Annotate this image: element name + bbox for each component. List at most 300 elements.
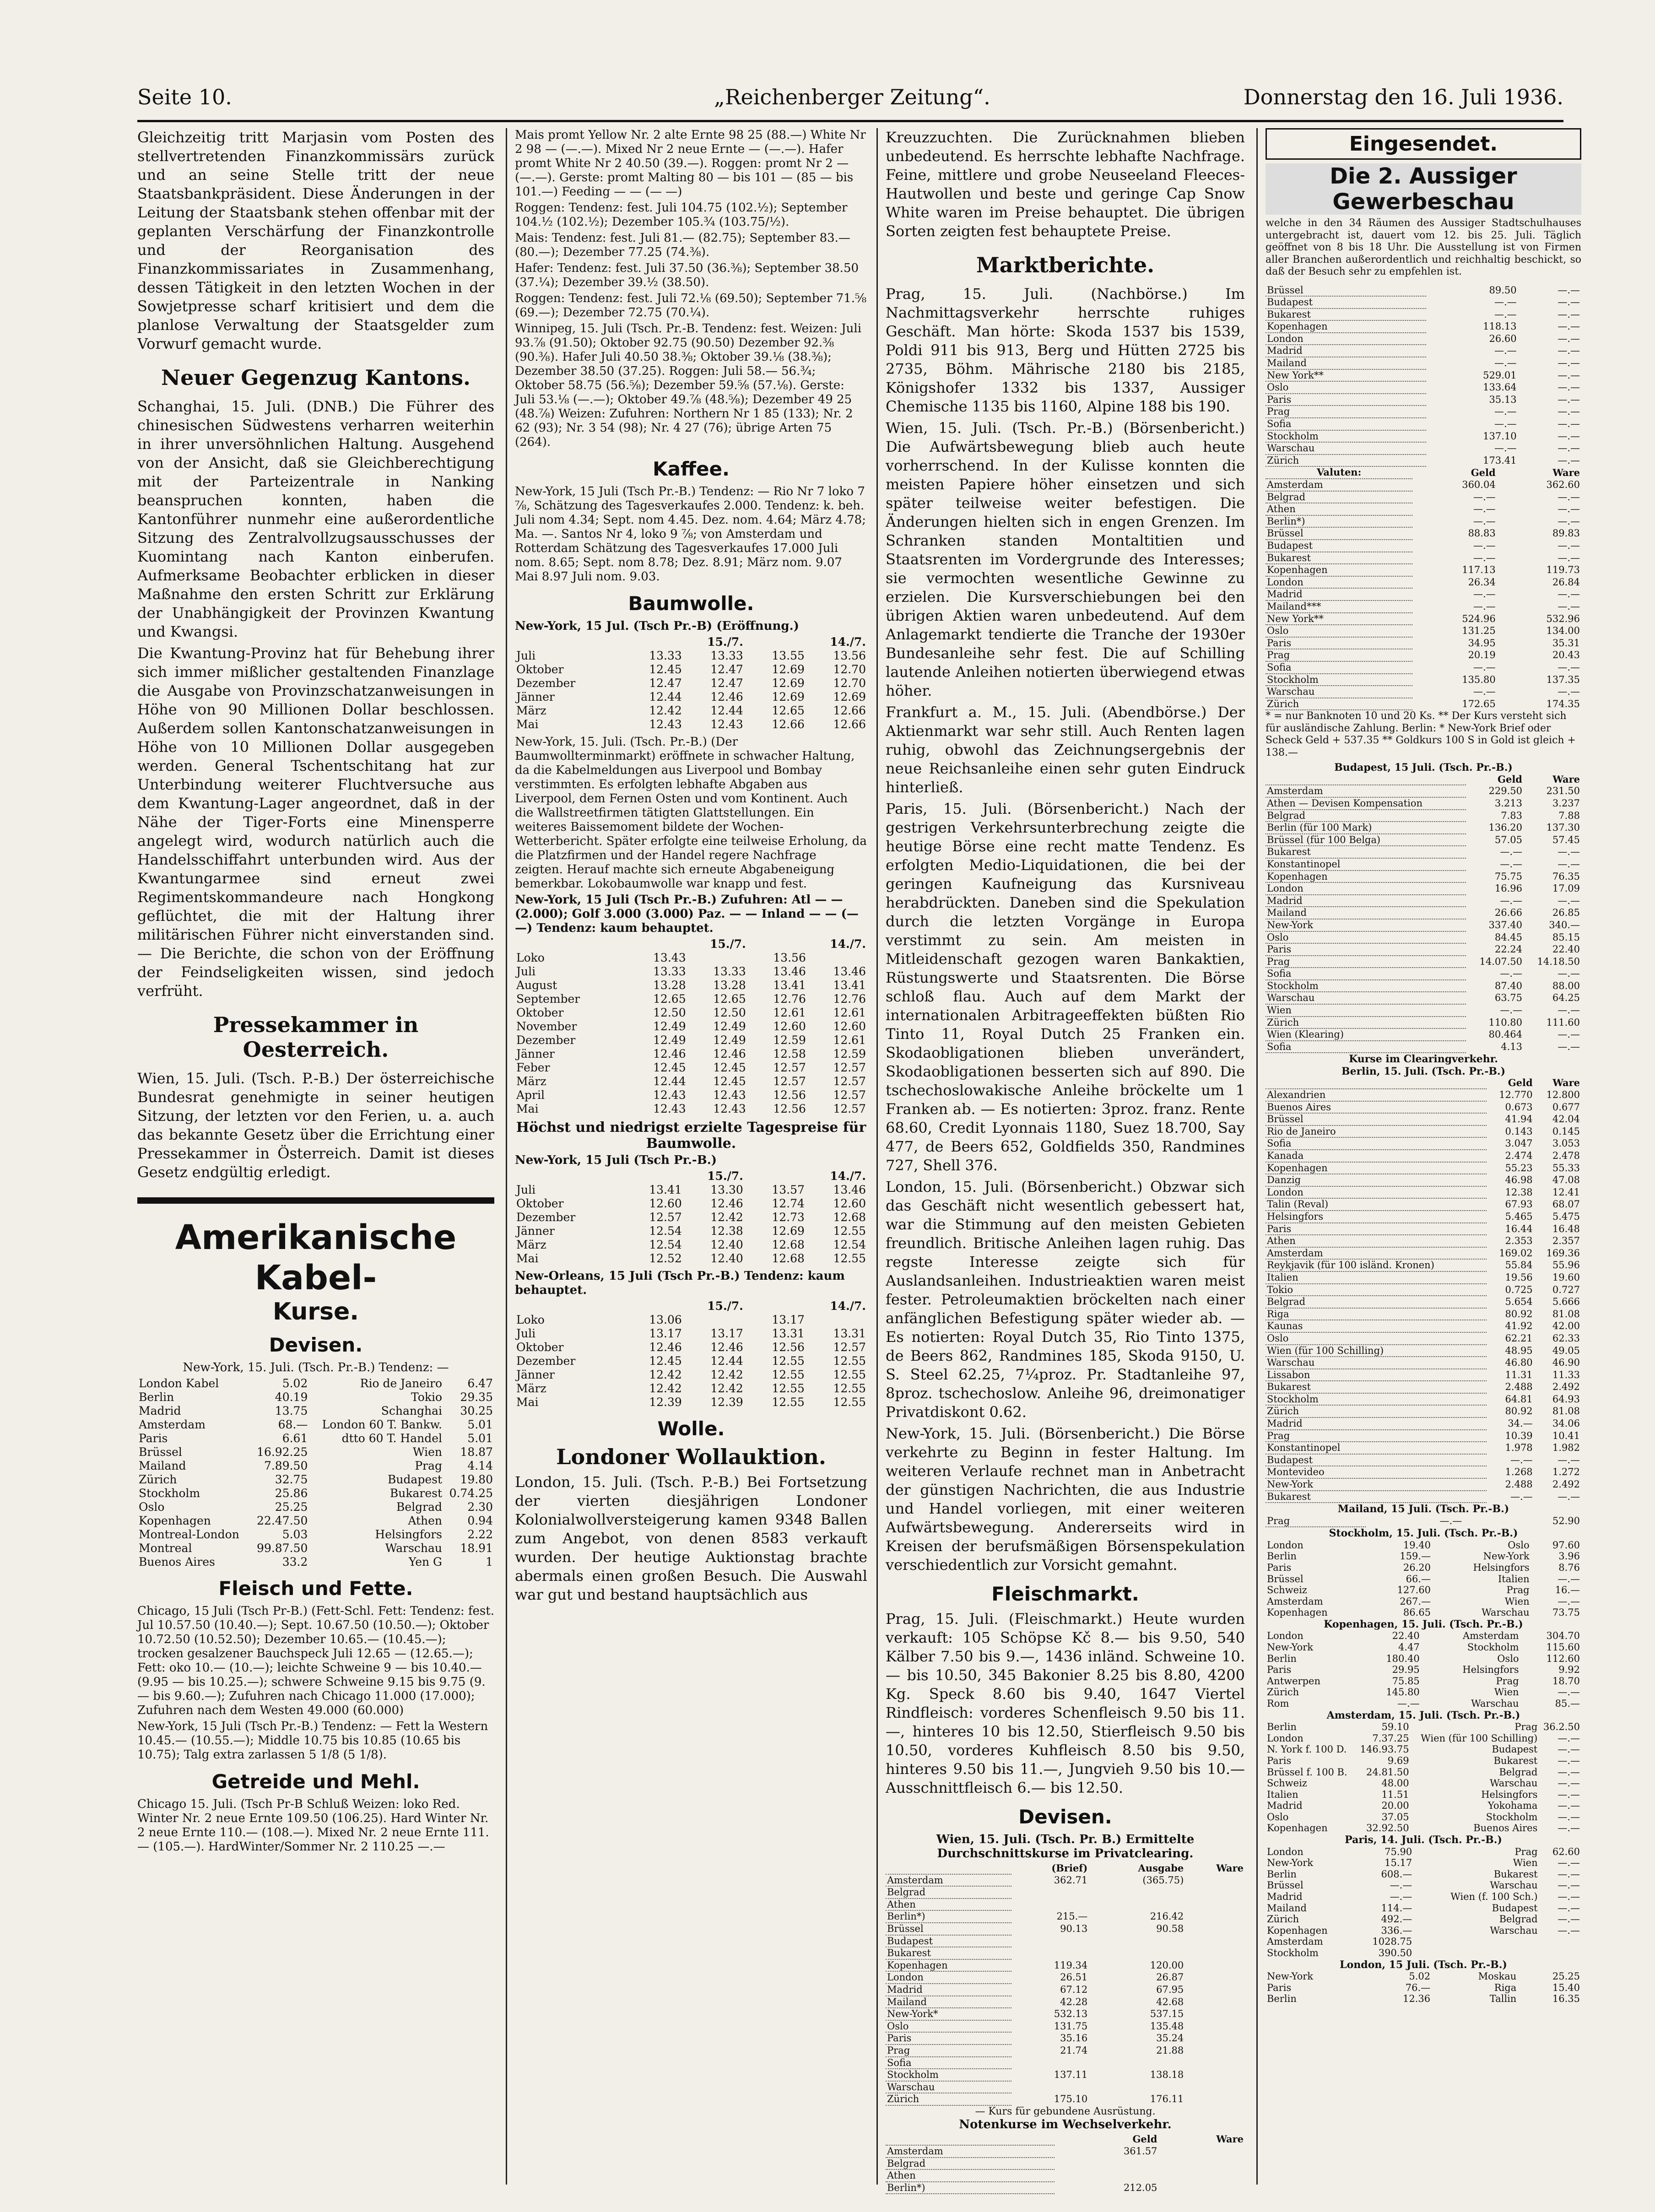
budapest-row	[1266, 785, 1581, 797]
bw2-row	[515, 1061, 867, 1075]
valuten-cell: 20.43	[1552, 649, 1580, 661]
berlin-cell: 80.92	[1505, 1406, 1533, 1417]
bw2-cell: 13.43	[653, 951, 686, 964]
budapest-cell: Sofia	[1266, 968, 1466, 980]
valuten-cell: 362.60	[1546, 479, 1580, 490]
bw1-head: New-York, 15 Jul. (Tsch Pr.-B) (Eröffnung.)	[515, 619, 799, 633]
devisen-row	[1266, 308, 1581, 321]
valuten-cell: 20.19	[1468, 649, 1496, 661]
bw3-cell: 12.55	[833, 1252, 866, 1265]
bw2-cell: 12.49	[653, 1033, 686, 1047]
bw1-date-a: 15./7.	[707, 635, 743, 649]
kabel-cell: 5.02	[282, 1377, 308, 1390]
kopenhagen-cell: Wien	[1494, 1687, 1519, 1698]
london-cell: New-York	[1267, 1971, 1314, 1982]
bw2-cell: 13.28	[713, 979, 746, 992]
kabel-cell: 6.47	[467, 1377, 493, 1390]
wien-devisen-row	[886, 1984, 1245, 1996]
bw1-cell: Juli	[516, 649, 536, 662]
berlin-cell: 55.96	[1552, 1260, 1580, 1271]
valuten-row	[1266, 613, 1581, 625]
valuten-cell: —.—	[1558, 491, 1580, 503]
amsterdam-cell: Helsingfors	[1481, 1789, 1538, 1800]
stockholm-cell: 159.—	[1400, 1551, 1431, 1562]
berlin-row	[1266, 1381, 1581, 1393]
amsterdam-cell: 32.92.50	[1366, 1823, 1409, 1834]
valuten-cell: —.—	[1558, 540, 1580, 551]
paris-cell: 75.90	[1385, 1846, 1412, 1857]
bw4-row	[515, 1368, 867, 1382]
berlin-cell: 169.02	[1499, 1247, 1533, 1259]
berlin-cell: 62.33	[1552, 1332, 1580, 1344]
paris-cell: —.—	[1558, 1925, 1580, 1936]
berlin-row	[1266, 1198, 1581, 1211]
amsterdam-cell: Bukarest	[1493, 1755, 1538, 1766]
budapest-cell: 88.00	[1552, 980, 1580, 991]
berlin-row	[1266, 1101, 1581, 1114]
berlin-cell: 2.478	[1552, 1150, 1580, 1161]
bw2-cell: Dezember	[516, 1033, 576, 1047]
budapest-row	[1266, 956, 1581, 968]
wien-devisen-row	[886, 1874, 1245, 1887]
wien-devisen-cell: 21.88	[1156, 2044, 1184, 2056]
budapest-row	[1266, 895, 1581, 907]
wien-devisen-row	[886, 2057, 1245, 2069]
amsterdam-cell: Prag	[1514, 1721, 1538, 1733]
budapest-row	[1266, 992, 1581, 1004]
valuten-cell: 532.96	[1546, 613, 1580, 624]
berlin-cell: Budapest	[1266, 1454, 1487, 1466]
kopenhagen-row	[1266, 1698, 1581, 1709]
frankfurt-boerse: Frankfurt a. M., 15. Juli. (Abendbörse.) Der Aktienmarkt war sehr still. Auch Renten lagen ruhig, obwohl das Zeichnungsergebnis der neue Reichsanleihe einen sehr guten Eindruck hinterließ.	[886, 703, 1245, 796]
budapest-cell: Prag	[1266, 956, 1466, 968]
bw4-row	[515, 1395, 867, 1409]
noten-cell: 212.05	[1123, 2182, 1157, 2193]
amsterdam-row	[1266, 1733, 1581, 1744]
bw2-cell: 13.33	[653, 965, 686, 978]
amsterdam-cell: 11.51	[1381, 1789, 1409, 1800]
devisen-cell: 118.13	[1483, 321, 1517, 332]
valuten-cell: —.—	[1473, 600, 1496, 612]
amsterdam-cell: —.—	[1558, 1766, 1580, 1778]
fleisch-chicago: Chicago, 15 Juli (Tsch Pr-B.) (Fett-Schl. Fett: Tendenz: fest. Jul 10.57.50 (10.40.—); Sept. 10.67.50 (10.50.—); Oktober 10.72.50 (10.52.50); Dezember 10.65.— (10.45.—); trocken gesalzener Bauchspeck Juli 12.65 — (12.65.—); Fett: oko 10.— (10.—); leichte Schweine 9 — bis 10.40.— (9.95 — bis 10.25.—); schwere Schweine 9.15 bis 9.75 (9.— bis 9.60.—); Zufuhren nach Chicago 11.000 (17.000); Zufuhren nach dem Westen 49.000 (60.000)	[137, 1604, 494, 1717]
paris-cell: —.—	[1390, 1891, 1412, 1902]
bw3-cell: 12.57	[649, 1211, 682, 1224]
amsterdam-cell: London	[1267, 1732, 1303, 1744]
berlin-cell: 46.90	[1552, 1357, 1580, 1368]
budapest-cell: 17.09	[1552, 883, 1580, 894]
wien-devisen-cell: 90.13	[1060, 1923, 1088, 1934]
amsterdam-cell: Kopenhagen	[1267, 1823, 1328, 1834]
berlin-row	[1266, 1284, 1581, 1296]
fleisch-newyork: New-York, 15 Juli (Tsch Pr.-B.) Tendenz: — Fett la Western 10.45.— (10.55.—); Middle 10.75 bis 10.85 (10.65 bis 10.75); Talg extra zarlassen 5 1/8 (5 1/8).	[137, 1720, 488, 1762]
kopenhagen-cell: 18.70	[1552, 1675, 1580, 1687]
paris-cell: Prag	[1514, 1846, 1538, 1857]
berlin-cell: Prag	[1266, 1430, 1487, 1442]
paris-cell: —.—	[1390, 1880, 1412, 1891]
stockholm-cell: Prag	[1506, 1585, 1530, 1596]
berlin-cell: Belgrad	[1266, 1296, 1487, 1308]
wien-devisen-cell: 21.74	[1060, 2044, 1088, 2056]
valuten-cell: —.—	[1558, 686, 1580, 698]
wien-devisen-cell: 90.58	[1156, 1923, 1184, 1934]
budapest-cell: Stockholm	[1266, 980, 1466, 992]
valuten-cell: Belgrad	[1266, 491, 1412, 503]
wien-boerse: Wien, 15. Juli. (Tsch. Pr.-B.) (Börsenbericht.) Die Aufwärtsbewegung blieb auch heute vorherrschend. In der Kulisse konnten die meisten Papiere höher einsetzen und sich später teilweise weiter befestigen. Die Änderungen hielten sich in engen Grenzen. Im Schranken standen Montaltitien und Staatsrenten im Vordergrunde des Interesses; sie vermochten wesentliche Gewinne zu erzielen. Die Kursverschiebungen bei den übrigen Aktien waren unbedeutend. Auf dem Anlagemarkt tendierte die Tranche der 1930er Bundesanleihe sehr fest. Die auf Schilling lautende Anleihen notierten überwiegend etwas höher.	[886, 419, 1245, 699]
wien-devisen-row	[886, 2008, 1245, 2020]
bw4-cell: 12.55	[772, 1382, 805, 1395]
column-divider	[506, 128, 507, 2185]
noten-col-geld: Geld	[1132, 2133, 1157, 2145]
bw2-cell: 12.57	[833, 1061, 866, 1074]
baumwolle-heading: Baumwolle.	[628, 592, 754, 615]
berlin-cell: Riga	[1266, 1308, 1487, 1320]
noten-cell	[1158, 2169, 1245, 2182]
kopenhagen-row	[1266, 1676, 1581, 1687]
london-cell: 5.02	[1409, 1971, 1431, 1982]
devisen-cell: 35.13	[1489, 394, 1517, 405]
devisen-cell: Oslo	[1266, 381, 1426, 394]
bw3-row	[515, 1211, 867, 1224]
wien-devisen-cell	[1011, 1898, 1089, 1911]
valuten-row	[1266, 674, 1581, 686]
budapest-cell: —.—	[1558, 1029, 1580, 1040]
berlin-cell: 1.982	[1552, 1442, 1580, 1454]
berlin-row	[1266, 1162, 1581, 1174]
bw4-cell: März	[516, 1382, 546, 1395]
devisen-cell: Sofia	[1266, 418, 1426, 430]
wien-devisen-cell: 42.68	[1156, 1996, 1184, 2007]
column-3	[886, 128, 1245, 2193]
devisen-cell: —.—	[1558, 394, 1580, 405]
berlin-cell: Oslo	[1266, 1332, 1487, 1345]
noten-heading: Notenkurse im Wechselverkehr.	[959, 2118, 1172, 2132]
bw3-row	[515, 1252, 867, 1266]
bw3-cell: Mai	[516, 1252, 539, 1265]
london-cell: 15.40	[1552, 1982, 1580, 1993]
column-2	[515, 128, 867, 2185]
bw2-cell: 12.57	[833, 1075, 866, 1088]
paris-cell: Wien (f. 100 Sch.)	[1450, 1891, 1538, 1902]
wien-devisen-cell: 362.71	[1054, 1874, 1088, 1886]
wien-devisen-cell: 35.24	[1156, 2033, 1184, 2044]
berlin-cell: 0.725	[1505, 1284, 1533, 1295]
stockholm-cell: London	[1267, 1539, 1303, 1551]
bw3-row	[515, 1183, 867, 1197]
budapest-row	[1266, 1041, 1581, 1053]
bw2-row	[515, 1033, 867, 1047]
valuten-cell: —.—	[1473, 589, 1496, 600]
wien-devisen-cell: 135.48	[1150, 2020, 1184, 2032]
budapest-cell: —.—	[1558, 858, 1580, 870]
devisen-cell: New York**	[1266, 369, 1426, 382]
valuten-cell: London	[1266, 576, 1412, 589]
getreide-chicago: Chicago 15. Juli. (Tsch Pr-B Schluß Weizen: loko Red. Winter Nr. 2 neue Ernte 109.50 (106.25). Hard Winter Nr. 2 neue Ernte 110.— (108.—). Mixed Nr. 2 neue Ernte 111.— (105.—). HardWinter/Sommer Nr. 2 110.25 —.—	[137, 1797, 489, 1854]
amsterdam-cell: —.—	[1558, 1755, 1580, 1766]
wien-devisen-cell: 176.11	[1150, 2093, 1184, 2105]
stockholm-cell: —.—	[1558, 1573, 1580, 1585]
wien-devisen-cell: Mailand	[886, 1996, 1011, 2008]
budapest-cell: 137.30	[1546, 822, 1580, 833]
berlin-cell: Helsingfors	[1266, 1211, 1487, 1223]
berlin-row	[1266, 1405, 1581, 1417]
paris-cell: —.—	[1558, 1891, 1580, 1902]
bw4-cell: 12.42	[710, 1382, 743, 1395]
berlin-cell: 48.95	[1505, 1345, 1533, 1356]
london-row	[1266, 1993, 1581, 2005]
devisen-cell: —.—	[1558, 357, 1580, 369]
berlin-cell: 55.23	[1505, 1162, 1533, 1174]
amsterdam-cell: Belgrad	[1499, 1766, 1538, 1778]
berlin-cell: Kopenhagen	[1266, 1162, 1487, 1174]
wien-devisen-cell	[1011, 1935, 1089, 1947]
kabel-cell: Helsingfors	[375, 1528, 443, 1541]
bw4-row	[515, 1341, 867, 1354]
berlin-cell: Madrid	[1266, 1417, 1487, 1430]
wien-devisen-head: Wien, 15. Juli. (Tsch. Pr. B.) Ermittelte Durchschnittskurse im Privatclearing.	[936, 1833, 1195, 1860]
kabel-row	[137, 1555, 494, 1569]
devisen-row	[1266, 454, 1581, 467]
amsterdam-cell: —.—	[1558, 1744, 1580, 1755]
paris-cell: 15.17	[1385, 1857, 1412, 1869]
valuten-table	[1266, 467, 1581, 710]
valuten-cell: —.—	[1558, 515, 1580, 527]
berlin-cell: 1.272	[1552, 1466, 1580, 1478]
prag-fleischmarkt: Prag, 15. Juli. (Fleischmarkt.) Heute wurden verkauft: 105 Schöpse Kč 8.— bis 9.50, 540 Kälber 7.50 bis 9.—, 1436 inländ. Schweine 10.— bis 10.50, 345 Bakonier 8.25 bis 8.80, 4200 Kg. Speck 8.60 bis 9.40, 1647 Viertel Rindfleisch: vorderes Schenfleisch 9.50 bis 11.—, hinteres 10 bis 12.50, Stierfleisch 9.50 bis 10.50, vorderes Kuhfleisch 8.50 bis 9.50, hinteres 9.50 bis 11.—, Jungvieh 9.50 bis 10.— Ausschnittfleisch 6.— bis 12.50.	[886, 1610, 1245, 1796]
bw2-cell: 12.56	[773, 1088, 806, 1102]
valuten-cell: Berlin*)	[1266, 515, 1412, 528]
paris-head: Paris, 14. Juli. (Tsch. Pr.-B.)	[1345, 1834, 1502, 1846]
bw4-cell: 12.42	[710, 1368, 743, 1381]
stockholm-cell: 3.96	[1558, 1551, 1580, 1562]
devisen-cell: Bukarest	[1266, 308, 1426, 321]
bw3-row	[515, 1197, 867, 1211]
wien-devisen-cell: Kopenhagen	[886, 1959, 1011, 1972]
bw2-cell: September	[516, 992, 580, 1006]
article-pressekammer: Wien, 15. Juli. (Tsch. P.-B.) Der österreichische Bundesrat genehmigte in seiner heutigen Sitzung, der letzten vor den Ferien, u. a. auch das bekannte Gesetz über die Errichtung einer Pressekammer in Österreich. Damit ist dieses Gesetz endgültig erledigt.	[137, 1070, 494, 1181]
berlin-cell: Zürich	[1266, 1405, 1487, 1417]
devisen-cell: —.—	[1494, 345, 1517, 357]
berlin-cell: 49.05	[1552, 1345, 1580, 1356]
valuten-row	[1266, 686, 1581, 698]
bw3-cell: 12.40	[710, 1238, 743, 1251]
devisen-cell: 529.01	[1483, 369, 1517, 381]
berlin-cell: 19.60	[1552, 1271, 1580, 1283]
bw2-cell: 12.43	[653, 1088, 686, 1102]
paris-cell: —.—	[1558, 1868, 1580, 1880]
devisen-cell: Madrid	[1266, 345, 1426, 357]
bw2-cell: 12.44	[653, 1075, 686, 1088]
kabel-row	[137, 1528, 494, 1541]
berlin-row	[1266, 1247, 1581, 1260]
bw1-cell: März	[516, 704, 546, 717]
clearing-head: Kurse im Clearingverkehr.	[1349, 1053, 1498, 1065]
berlin-cell: Amsterdam	[1266, 1247, 1487, 1260]
budapest-row	[1266, 810, 1581, 822]
bw2-cell: 12.57	[833, 1088, 866, 1102]
wien-devisen-cell: Oslo	[886, 2020, 1011, 2033]
valuten-cell: 360.04	[1462, 479, 1496, 490]
budapest-cell: 136.20	[1488, 822, 1522, 833]
kopenhagen-row	[1266, 1642, 1581, 1653]
bw3-cell: 12.52	[649, 1252, 682, 1265]
wien-devisen-cell: Amsterdam	[886, 1874, 1011, 1887]
amsterdam-cell: 146.93.75	[1360, 1744, 1409, 1755]
wien-devisen-cell: 120.00	[1150, 1959, 1184, 1971]
mailand-row	[1266, 1515, 1581, 1527]
bw3-cell: Oktober	[516, 1197, 564, 1210]
paris-cell	[1539, 1936, 1581, 1947]
budapest-row	[1266, 1028, 1581, 1041]
budapest-row	[1266, 882, 1581, 895]
berlin-row	[1266, 1442, 1581, 1454]
noten-cell: Athen	[886, 2169, 1055, 2182]
stockholm-cell: 26.20	[1403, 1562, 1431, 1573]
berlin-cell: 46.98	[1505, 1174, 1533, 1186]
wien-devisen-cell: Zürich	[886, 2093, 1011, 2105]
berlin-cell: 1.268	[1505, 1466, 1533, 1478]
bw3-cell: März	[516, 1238, 546, 1251]
devisen-cell: 173.41	[1483, 454, 1517, 466]
bw1-cell: 12.66	[772, 718, 805, 731]
valuten-cell: 26.84	[1552, 576, 1580, 588]
amsterdam-cell: 24.81.50	[1366, 1766, 1409, 1778]
bw4-cell: 12.45	[649, 1354, 682, 1368]
kopenhagen-cell: New-York	[1267, 1642, 1314, 1653]
budapest-cell: 229.50	[1488, 785, 1522, 797]
kabel-row	[137, 1500, 494, 1514]
valuten-notes: * = nur Banknoten 10 und 20 Ks. ** Der Kurs versteht sich für ausländische Zahlung. Berlin: * New-York Brief oder Scheck Geld + 537.35 ** Goldkurs 100 S in Gold ist gleich + 138.—	[1266, 710, 1576, 758]
devisen-row	[1266, 418, 1581, 430]
berlin-cell: Konstantinopel	[1266, 1442, 1487, 1454]
budapest-cell: 337.40	[1488, 919, 1522, 930]
valuten-cell: —.—	[1558, 661, 1580, 673]
wien-devisen-cell	[1011, 1886, 1089, 1898]
bw3-cell: 13.30	[710, 1183, 743, 1196]
berlin-col-ware: Ware	[1552, 1077, 1580, 1089]
kabel-cell: 6.61	[282, 1432, 308, 1445]
bw1-cell: 13.33	[649, 649, 682, 662]
budapest-cell: 57.45	[1552, 834, 1580, 845]
bw4-cell: Mai	[516, 1395, 539, 1409]
paris-cell	[1413, 1947, 1539, 1959]
berlin-cell: 0.673	[1505, 1101, 1533, 1113]
bw1-cell: 12.44	[649, 690, 682, 703]
devisen-cell: —.—	[1558, 285, 1580, 296]
berlin-row	[1266, 1308, 1581, 1320]
valuten-cell: Oslo	[1266, 625, 1412, 637]
budapest-row	[1266, 871, 1581, 883]
london-cell: Moskau	[1478, 1971, 1517, 1982]
budapest-cell: 22.24	[1494, 944, 1522, 955]
devisen-cell: —.—	[1558, 321, 1580, 332]
wien-devisen-cell: 26.87	[1156, 1972, 1184, 1983]
berlin-cell: Paris	[1266, 1223, 1487, 1235]
bw3-cell: 12.46	[710, 1197, 743, 1210]
berlin-cell: Alexandrien	[1266, 1089, 1487, 1101]
kabel-cell: Schanghai	[381, 1404, 443, 1417]
kabel-cell: 22.47.50	[257, 1514, 308, 1527]
wien-devisen-cell: Paris	[886, 2032, 1011, 2044]
devisen-cell: 89.50	[1489, 285, 1517, 296]
bw1-cell: 12.46	[710, 690, 743, 703]
hafer-report: Hafer: Tendenz: fest. Juli 37.50 (36.⅜); September 38.50 (37.¼); Dezember 39.½ (38.50).	[515, 261, 859, 289]
wien-devisen-cell: 537.15	[1150, 2008, 1184, 2020]
berlin-cell: 5.654	[1505, 1296, 1533, 1308]
kabel-cell: 0.74.25	[449, 1487, 493, 1500]
roggen-2-report: Roggen: Tendenz: fest. Juli 72.⅛ (69.50); September 71.⅝ (69.—); Dezember 72.75 (70.¼).	[515, 292, 867, 319]
amsterdam-cell: Berlin	[1267, 1721, 1297, 1733]
berlin-row	[1266, 1417, 1581, 1430]
valuten-row	[1266, 576, 1581, 589]
bw1-cell: 12.70	[833, 676, 866, 690]
amsterdam-cell: Stockholm	[1486, 1811, 1538, 1823]
valuten-row	[1266, 625, 1581, 637]
bw4-row	[515, 1382, 867, 1395]
berlin-cell: 41.94	[1505, 1114, 1533, 1125]
berlin-cell: Lissabon	[1266, 1369, 1487, 1381]
stockholm-cell: Paris	[1267, 1562, 1292, 1573]
berlin-cell: 47.08	[1552, 1174, 1580, 1186]
wien-devisen-cell: 26.51	[1060, 1972, 1088, 1983]
kopenhagen-cell: Helsingfors	[1462, 1664, 1519, 1676]
bw1-cell: 12.43	[649, 718, 682, 731]
paris-row	[1266, 1857, 1581, 1869]
bw2-cell	[687, 951, 747, 965]
stockholm-cell: 127.60	[1397, 1585, 1431, 1596]
wien-devisen-cell	[1089, 1947, 1185, 1959]
valuten-row	[1266, 661, 1581, 674]
budapest-row	[1266, 834, 1581, 846]
kabel-cell: Kopenhagen	[139, 1514, 211, 1527]
budapest-cell: 84.45	[1494, 931, 1522, 943]
bw2-cell: 13.33	[713, 965, 746, 978]
bw2-row	[515, 1020, 867, 1033]
kopenhagen-cell: Zürich	[1267, 1687, 1299, 1698]
noten-row	[886, 2182, 1245, 2194]
budapest-cell: 231.50	[1546, 785, 1580, 797]
budapest-cell: Bukarest	[1266, 846, 1466, 858]
bw3-cell: 13.57	[772, 1183, 805, 1196]
kabel-cell: Madrid	[139, 1404, 181, 1417]
bw2-cell: Jänner	[516, 1047, 555, 1060]
berlin-cell: 2.492	[1552, 1479, 1580, 1490]
berlin-cell: Wien (für 100 Schilling)	[1266, 1345, 1487, 1357]
wien-devisen-table	[886, 1863, 1245, 2106]
stockholm-cell: 73.75	[1552, 1607, 1580, 1618]
wien-devisen-row	[886, 1923, 1245, 1935]
aussig-text: welche in den 34 Räumen des Aussiger Stadtschulhauses untergebracht ist, dauert vom 12. bis 25. Juli. Täglich geöffnet von 8 bis 18 Uhr. Die Ausstellung ist von Firmen aller Branchen außerordentlich und reichhaltig beschickt, so daß der Besuch sehr zu empfehlen ist.	[1266, 217, 1581, 277]
budapest-cell: New-York	[1266, 919, 1466, 931]
stockholm-cell: 66.—	[1406, 1573, 1431, 1585]
budapest-cell: 16.96	[1494, 883, 1522, 894]
budapest-cell: —.—	[1558, 968, 1580, 979]
wien-devisen-row	[886, 1947, 1245, 1959]
kopenhagen-cell: Prag	[1496, 1675, 1519, 1687]
bw1-cell: Dezember	[516, 676, 576, 690]
devisen-cell: Warschau	[1266, 442, 1426, 454]
paris-table	[1266, 1846, 1581, 1959]
budapest-cell: —.—	[1558, 1005, 1580, 1016]
bw2-date-a: 15./7.	[710, 937, 746, 951]
wien-note: — Kurs für gebundene Ausrüstung.	[975, 2105, 1156, 2117]
devisen-cell: 137.10	[1483, 430, 1517, 442]
kabel-cell: Yen G	[408, 1555, 443, 1568]
paris-cell: 1028.75	[1372, 1936, 1412, 1947]
devisen-heading: Devisen.	[269, 1334, 363, 1356]
budapest-cell: 87.40	[1494, 980, 1522, 991]
bw2-cell: 12.57	[833, 1102, 866, 1115]
